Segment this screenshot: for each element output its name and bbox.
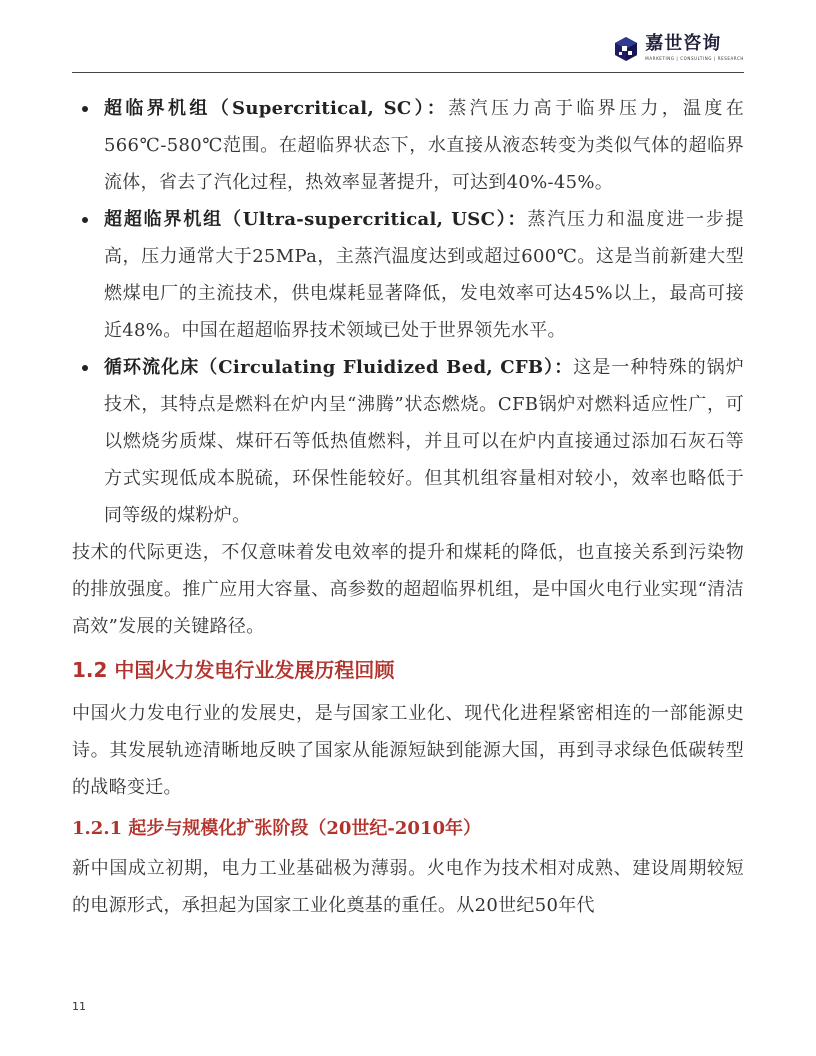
bullet-dot-icon bbox=[82, 106, 88, 112]
page-number: 11 bbox=[72, 1000, 86, 1013]
page-header bbox=[72, 0, 744, 73]
list-item-description: 这是一种特殊的锅炉技术，其特点是燃料在炉内呈“沸腾”状态燃烧。CFB锅炉对燃料适应性广，可以燃烧劣质煤、煤矸石等低热值燃料，并且可以在炉内直接通过添加石灰石等方式实现低成本脱硫，环保性能较好。但其机组容量相对较小，效率也略低于同等级的煤粉炉。 bbox=[104, 357, 744, 526]
page-content bbox=[72, 90, 744, 924]
list-item-text bbox=[104, 90, 744, 201]
list-item-description: 蒸汽压力和温度进一步提高，压力通常大于25MPa，主蒸汽温度达到或超过600℃。这是当前新建大型燃煤电厂的主流技术，供电煤耗显著降低，发电效率可达45%以上，最高可接近48%。中国在超超临界技术领域已处于世界领先水平。 bbox=[104, 209, 744, 341]
list-item-text bbox=[104, 201, 744, 349]
list-item-term: 超临界机组（Supercritical, SC）： bbox=[104, 98, 449, 119]
section-heading: 1.2 中国火力发电行业发展历程回顾 bbox=[72, 658, 395, 682]
bullet-dot-icon bbox=[82, 217, 88, 223]
list-item-text bbox=[104, 349, 744, 534]
bullet-dot-icon bbox=[82, 365, 88, 371]
logo-cube-icon bbox=[613, 36, 639, 62]
company-logo bbox=[613, 34, 744, 68]
body-paragraph: 技术的代际更迭，不仅意味着发电效率的提升和煤耗的降低，也直接关系到污染物的排放强度。推广应用大容量、高参数的超超临界机组，是中国火电行业实现“清洁高效”发展的关键路径。 bbox=[72, 542, 744, 637]
body-paragraph: 中国火力发电行业的发展史，是与国家工业化、现代化进程紧密相连的一部能源史诗。其发展轨迹清晰地反映了国家从能源短缺到能源大国，再到寻求绿色低碳转型的战略变迁。 bbox=[72, 703, 744, 798]
list-item-term: 超超临界机组（Ultra-supercritical, USC）： bbox=[104, 209, 528, 230]
logo-tagline: MARKETING | CONSULTING | RESEARCH bbox=[645, 56, 744, 61]
subsection-heading: 1.2.1 起步与规模化扩张阶段（20世纪-2010年） bbox=[72, 818, 481, 839]
list-item-description: 蒸汽压力高于临界压力，温度在566℃-580℃范围。在超临界状态下，水直接从液态转变为类似气体的超临界流体，省去了汽化过程，热效率显著提升，可达到40%-45%。 bbox=[104, 98, 745, 193]
list-item bbox=[72, 90, 744, 201]
logo-name: 嘉世咨询 bbox=[645, 33, 722, 54]
list-item bbox=[72, 349, 744, 534]
technology-list bbox=[72, 90, 744, 534]
list-item bbox=[72, 201, 744, 349]
list-item-term: 循环流化床（Circulating Fluidized Bed, CFB）： bbox=[104, 357, 574, 378]
body-paragraph: 新中国成立初期，电力工业基础极为薄弱。火电作为技术相对成熟、建设周期较短的电源形式，承担起为国家工业化奠基的重任。从20世纪50年代 bbox=[72, 858, 744, 916]
